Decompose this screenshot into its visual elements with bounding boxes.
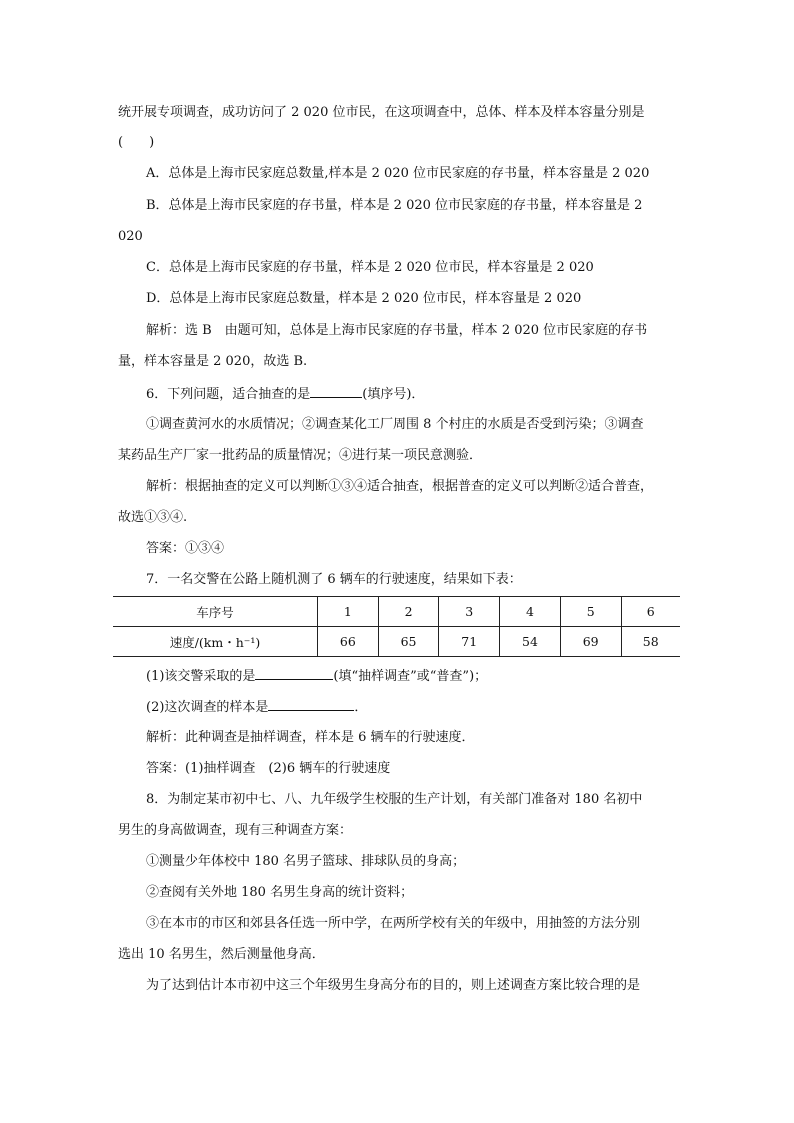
q6-analysis: 解析：根据抽查的定义可以判断①③④适合抽查，根据普查的定义可以判断②适合普查， — [146, 479, 654, 494]
q8-stem-cont: 男生的身高做调查，现有三种调查方案： — [118, 823, 353, 838]
q8-plan-3-cont: 选出 10 名男生，然后测量他身高． — [118, 947, 325, 962]
q7-sub2 — [146, 698, 367, 717]
q7-sub1-blank — [255, 667, 333, 680]
q8-question: 为了达到估计本市初中这三个年级男生身高分布的目的，则上述调查方案比较合理的是 — [146, 978, 641, 993]
q5-answer-paren: ( ) — [118, 135, 155, 150]
table-cell: 66 — [318, 627, 379, 657]
table-cell: 2 — [378, 597, 439, 627]
table-cell: 5 — [560, 597, 621, 627]
table-cell: 4 — [500, 597, 561, 627]
table-row-speed — [113, 627, 680, 657]
table-row-car-number — [113, 597, 680, 627]
q5-option-d: D．总体是上海市民家庭总数量，样本是 2 020 位市民，样本容量是 2 020 — [146, 291, 582, 306]
q7-sub1-text: (1)该交警采取的是 — [146, 669, 256, 684]
q8-stem: 8．为制定某市初中七、八、九年级学生校服的生产计划，有关部门准备对 180 名初中 — [146, 792, 643, 807]
q7-sub2-blank — [268, 698, 354, 711]
q6-stem — [146, 385, 424, 404]
table-cell: 54 — [500, 627, 561, 657]
q7-sub2-text: (2)这次调查的样本是 — [146, 700, 269, 715]
table-cell: 65 — [378, 627, 439, 657]
q7-sub2-suffix: ． — [354, 700, 368, 715]
q5-option-c: C．总体是上海市民家庭的存书量，样本是 2 020 位市民，样本容量是 2 020 — [146, 260, 594, 275]
table-header-car-number: 车序号 — [113, 597, 318, 627]
table-header-speed: 速度/(km・h⁻¹) — [113, 627, 318, 657]
q7-sub1 — [146, 667, 487, 686]
q5-option-b-cont: 020 — [118, 229, 143, 244]
q5-analysis-cont: 量，样本容量是 2 020，故选 B. — [118, 354, 308, 369]
q8-plan-3: ③在本市的市区和郊县各任选一所中学，在两所学校有关的年级中，用抽签的方法分别 — [146, 916, 641, 931]
q6-stem-text: 6．下列问题，适合抽查的是 — [146, 387, 311, 402]
q5-stem-line: 统开展专项调查，成功访问了 2 020 位市民，在这项调查中，总体、样本及样本容量分别是 — [118, 105, 645, 120]
table-cell: 3 — [439, 597, 500, 627]
q5-analysis: 解析：选 B 由题可知，总体是上海市民家庭的存书量，样本 2 020 位市民家庭的存书 — [146, 323, 648, 338]
table-cell: 6 — [621, 597, 680, 627]
q5-option-b: B．总体是上海市民家庭的存书量，样本是 2 020 位市民家庭的存书量，样本容量是 2 — [146, 198, 643, 213]
q6-analysis-cont: 故选①③④. — [118, 510, 188, 525]
q6-fill-blank — [310, 385, 362, 398]
q7-answer: 答案：(1)抽样调查 (2)6 辆车的行驶速度 — [146, 761, 391, 776]
table-cell: 58 — [621, 627, 680, 657]
q6-items-cont: 某药品生产厂家一批药品的质量情况；④进行某一项民意测验． — [118, 448, 483, 463]
q8-plan-2: ②查阅有关外地 180 名男生身高的统计资料； — [146, 885, 414, 900]
q7-sub1-suffix: (填“抽样调查”或“普查”)； — [333, 669, 488, 684]
q6-answer: 答案：①③④ — [146, 541, 225, 556]
q7-stem: 7．一名交警在公路上随机测了 6 辆车的行驶速度，结果如下表： — [146, 572, 522, 587]
table-cell: 71 — [439, 627, 500, 657]
speed-table — [113, 596, 680, 657]
table-cell: 1 — [318, 597, 379, 627]
q6-stem-suffix: (填序号)． — [362, 387, 425, 402]
q7-analysis: 解析：此种调查是抽样调查，样本是 6 辆车的行驶速度． — [146, 730, 475, 745]
table-cell: 69 — [560, 627, 621, 657]
q5-option-a: A．总体是上海市民家庭总数量,样本是 2 020 位市民家庭的存书量，样本容量是 2 020 — [146, 166, 650, 181]
q8-plan-1: ①测量少年体校中 180 名男子篮球、排球队员的身高； — [146, 854, 466, 869]
q6-items: ①调查黄河水的水质情况；②调查某化工厂周围 8 个村庄的水质是否受到污染；③调查 — [146, 417, 644, 432]
